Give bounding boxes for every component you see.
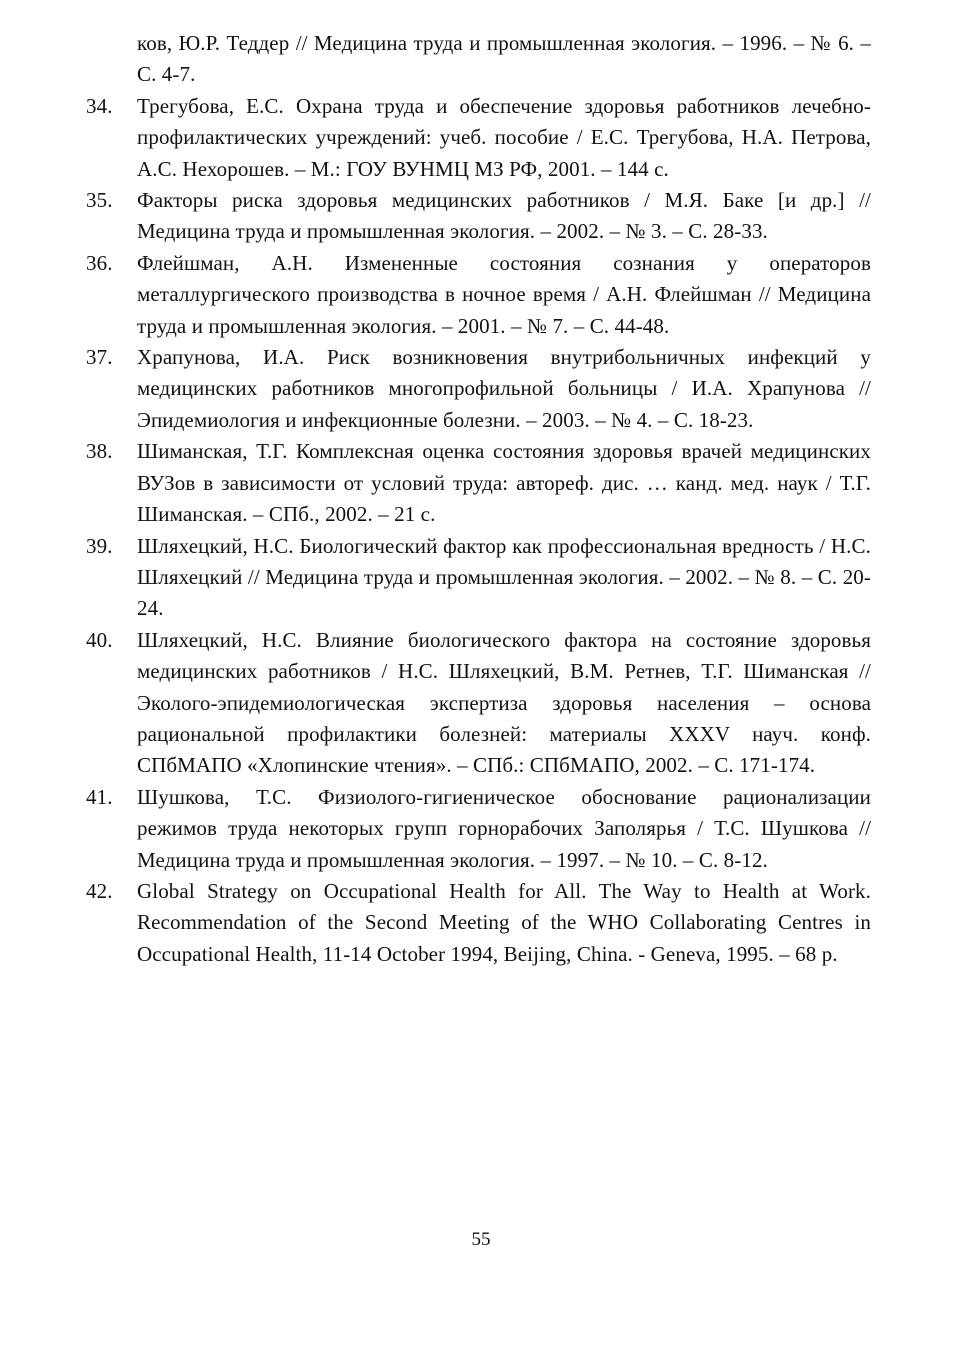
page-number: 55 bbox=[471, 1229, 491, 1250]
reference-number: 36. bbox=[86, 250, 113, 275]
reference-item bbox=[86, 248, 871, 342]
reference-text: Шушкова, Т.С. Физиолого-гигиеническое обоснование рационализации режимов труда некоторых групп горнорабочих Заполярья / Т.С. Шушкова // Медицина труда и промышленная экология. – 1997. – № 10. – С. 8-12. bbox=[137, 784, 871, 872]
reference-text: Шиманская, Т.Г. Комплексная оценка состояния здоровья врачей медицинских ВУЗов в зависимости от условий труда: автореф. дис. … канд. мед. наук / Т.Г. Шиманская. – СПб., 2002. – 21 с. bbox=[137, 439, 871, 527]
reference-text: Флейшман, А.Н. Измененные состояния сознания у операторов металлургического производства в ночное время / А.Н. Флейшман // Медицина труда и промышленная экология. – 2001. – № 7. – С. 44-48. bbox=[137, 250, 871, 338]
reference-item bbox=[86, 436, 871, 530]
reference-text: Факторы риска здоровья медицинских работников / М.Я. Баке [и др.] // Медицина труда и промышленная экология. – 2002. – № 3. – С. 28-33. bbox=[137, 188, 871, 244]
reference-text: Шляхецкий, Н.С. Влияние биологического фактора на состояние здоровья медицинских работников / Н.С. Шляхецкий, В.М. Ретнев, Т.Г. Шиманская // Эколого-эпидемиологическая экспертиза здоровья населения – основа рациональной профилактики болезней: материалы XXXV науч. конф. СПбМАПО «Хлопинские чтения». – СПб.: СПбМАПО, 2002. – С. 171-174. bbox=[137, 627, 871, 778]
reference-number: 42. bbox=[86, 878, 113, 903]
reference-item bbox=[86, 185, 871, 248]
reference-number: 39. bbox=[86, 533, 113, 558]
reference-item bbox=[86, 531, 871, 625]
reference-number: 37. bbox=[86, 345, 113, 370]
reference-text: Храпунова, И.А. Риск возникновения внутрибольничных инфекций у медицинских работников многопрофильной больницы / И.А. Храпунова // Эпидемиология и инфекционные болезни. – 2003. – № 4. – С. 18-23. bbox=[137, 345, 871, 432]
reference-number: 40. bbox=[86, 627, 113, 652]
reference-number: 35. bbox=[86, 188, 113, 213]
reference-number: 38. bbox=[86, 439, 113, 464]
reference-item bbox=[86, 876, 871, 970]
reference-item bbox=[86, 625, 871, 782]
reference-item bbox=[86, 28, 871, 91]
reference-text: Global Strategy on Occupational Health for All. The Way to Health at Work. Recommendation of the Second Meeting of the WHO Collaborating Centres in Occupational Health, 11-14 October 1994, Beijing, China. - Geneva, 1995. – 68 p. bbox=[137, 878, 871, 966]
reference-list bbox=[86, 28, 871, 970]
reference-item bbox=[86, 342, 871, 436]
reference-number: 34. bbox=[86, 93, 113, 118]
reference-number: 41. bbox=[86, 784, 113, 809]
reference-text: ков, Ю.Р. Теддер // Медицина труда и промышленная экология. – 1996. – № 6. – С. 4-7. bbox=[137, 31, 871, 87]
reference-item bbox=[86, 91, 871, 185]
reference-text: Шляхецкий, Н.С. Биологический фактор как профессиональная вредность / Н.С. Шляхецкий // Медицина труда и промышленная экология. – 2002. – № 8. – С. 20-24. bbox=[137, 533, 871, 621]
reference-item bbox=[86, 782, 871, 876]
reference-text: Трегубова, Е.С. Охрана труда и обеспечение здоровья работников лечебно-профилактических учреждений: учеб. пособие / Е.С. Трегубова, Н.А. Петрова, А.С. Нехорошев. – М.: ГОУ ВУНМЦ МЗ РФ, 2001. – 144 с. bbox=[137, 93, 871, 181]
